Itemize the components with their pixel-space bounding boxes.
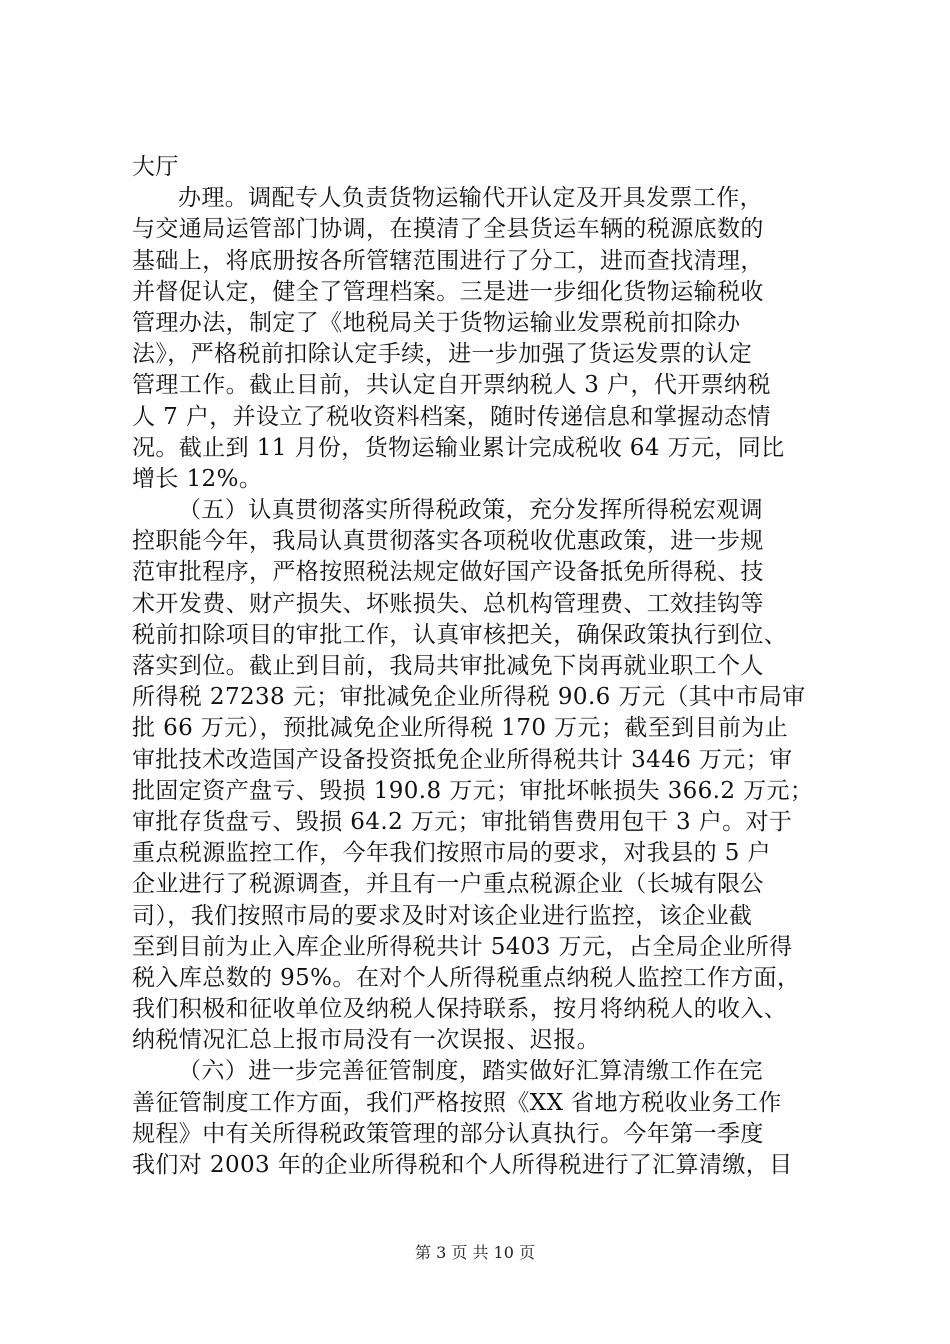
text-line: 增长 12%。 (132, 465, 263, 492)
text-line: 我们对 2003 年的企业所得税和个人所得税进行了汇算清缴，目 (132, 1152, 793, 1178)
text-line: 落实到位。截止到目前，我局共审批减免下岗再就业职工个人 (132, 653, 764, 679)
text-line: 所得税 27238 元；审批减免企业所得税 90.6 万元（其中市局审 (132, 684, 806, 711)
text-line: 管理办法，制定了《地税局关于货物运输业发票税前扣除办 (132, 309, 741, 336)
text-line: 范审批程序，严格按照税法规定做好国产设备抵免所得税、技 (132, 559, 764, 586)
text-line: 善征管制度工作方面，我们严格按照《XX 省地方税收业务工作 (132, 1089, 782, 1116)
text-line: 审批存货盘亏、毁损 64.2 万元；审批销售费用包干 3 户。对于 (132, 808, 793, 835)
text-line: 税前扣除项目的审批工作，认真审核把关，确保政策执行到位、 (132, 621, 788, 648)
text-line: 人 7 户，并设立了税收资料档案，随时传递信息和掌握动态情 (132, 403, 771, 430)
text-line: 基础上，将底册按各所管辖范围进行了分工，进而查找清理， (132, 247, 764, 274)
text-line: 法》，严格税前扣除认定手续，进一步加强了货运发票的认定 (132, 341, 753, 368)
text-line: 与交通局运管部门协调，在摸清了全县货运车辆的税源底数的 (132, 216, 764, 243)
text-line: 至到目前为止入库企业所得税共计 5403 万元，占全局企业所得 (132, 933, 793, 960)
text-line: 批固定资产盘亏、毁损 190.8 万元；审批坏帐损失 366.2 万元； (132, 777, 814, 804)
text-line: 并督促认定，健全了管理档案。三是进一步细化货物运输税收 (132, 278, 764, 305)
text-line: 纳税情况汇总上报市局没有一次误报、迟报。 (132, 1027, 600, 1054)
text-line: 控职能今年，我局认真贯彻落实各项税收优惠政策，进一步规 (132, 528, 764, 555)
text-line: 我们积极和征收单位及纳税人保持联系，按月将纳税人的收入、 (132, 996, 788, 1023)
text-line: （五）认真贯彻落实所得税政策，充分发挥所得税宏观调 (178, 497, 763, 524)
text-line: 审批技术改造国产设备投资抵免企业所得税共计 3446 万元；审 (132, 746, 793, 773)
text-line: （六）进一步完善征管制度，踏实做好汇算清缴工作在完 (178, 1058, 763, 1085)
text-line: 况。截止到 11 月份，货物运输业累计完成税收 64 万元，同比 (132, 434, 785, 461)
text-line: 管理工作。截止目前，共认定自开票纳税人 3 户，代开票纳税 (132, 372, 771, 399)
text-line: 企业进行了税源调查，并且有一户重点税源企业（长城有限公 (132, 871, 764, 898)
page-footer: 第 3 页 共 10 页 (415, 1243, 535, 1262)
text-line: 术开发费、财产损失、坏账损失、总机构管理费、工效挂钩等 (132, 590, 764, 617)
text-line: 办理。调配专人负责货物运输代开认定及开具发票工作， (178, 185, 763, 212)
document-body (132, 152, 832, 1181)
text-line: 规程》中有关所得税政策管理的部分认真执行。今年第一季度 (132, 1120, 764, 1147)
text-line: 大厅 (132, 154, 179, 180)
text-line: 司），我们按照市局的要求及时对该企业进行监控，该企业截 (132, 902, 753, 929)
text-line: 重点税源监控工作，今年我们按照市局的要求，对我县的 5 户 (132, 840, 771, 867)
text-line: 批 66 万元），预批减免企业所得税 170 万元；截至到目前为止 (132, 715, 789, 742)
text-line: 税入库总数的 95%。在对个人所得税重点纳税人监控工作方面， (132, 964, 801, 991)
